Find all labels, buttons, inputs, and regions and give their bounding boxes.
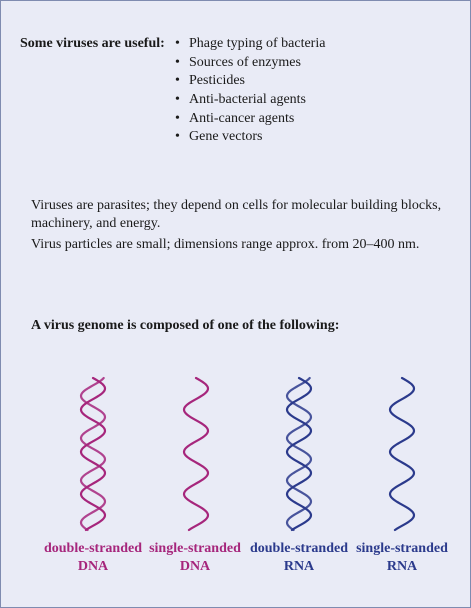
caption-line1: double-stranded <box>43 541 143 556</box>
list-item-label: Phage typing of bacteria <box>189 36 326 51</box>
caption-line2: RNA <box>283 559 315 574</box>
caption-ds-rna <box>244 540 354 576</box>
list-item <box>175 35 325 54</box>
parasite-paragraph: Viruses are parasites; they depend on cells for molecular building blocks, machinery, and energy. <box>31 198 442 231</box>
list-item <box>175 91 325 110</box>
caption-ss-dna <box>140 540 250 576</box>
caption-line1: single-stranded <box>149 541 241 556</box>
caption-line2: RNA <box>386 559 418 574</box>
caption-ss-rna <box>347 540 457 576</box>
caption-line1: single-stranded <box>356 541 448 556</box>
bullet-icon: • <box>175 54 180 70</box>
list-item <box>175 72 325 91</box>
list-item-label: Anti-bacterial agents <box>189 92 307 108</box>
double-helix-icon <box>287 378 311 530</box>
list-item <box>175 54 325 73</box>
list-item <box>175 128 325 147</box>
bullet-icon: • <box>175 36 180 51</box>
list-item-label: Pesticides <box>189 73 245 89</box>
helix-strand <box>390 378 414 530</box>
caption-ds-dna <box>38 540 148 576</box>
list-item-label: Sources of enzymes <box>189 54 301 70</box>
useful-label: Some viruses are useful: <box>20 36 165 51</box>
genome-helices <box>0 370 471 535</box>
list-item <box>175 110 325 129</box>
bullet-icon: • <box>175 110 180 126</box>
useful-list <box>175 35 325 147</box>
helix-strand <box>81 378 105 530</box>
helix-strand <box>287 378 311 530</box>
helix-strand <box>184 378 208 530</box>
caption-line2: DNA <box>179 559 211 574</box>
list-item-label: Gene vectors <box>189 129 263 145</box>
caption-line1: double-stranded <box>249 541 349 556</box>
single-helix-icon <box>184 378 208 530</box>
genome-heading: A virus genome is composed of one of the following: <box>31 318 340 333</box>
bullet-icon: • <box>175 73 180 89</box>
double-helix-icon <box>81 378 105 530</box>
caption-line2: DNA <box>77 559 109 574</box>
list-item-label: Anti-cancer agents <box>189 110 295 126</box>
size-paragraph: Virus particles are small; dimensions range approx. from 20–400 nm. <box>31 237 420 252</box>
bullet-icon: • <box>175 92 180 108</box>
single-helix-icon <box>390 378 414 530</box>
bullet-icon: • <box>175 129 180 145</box>
